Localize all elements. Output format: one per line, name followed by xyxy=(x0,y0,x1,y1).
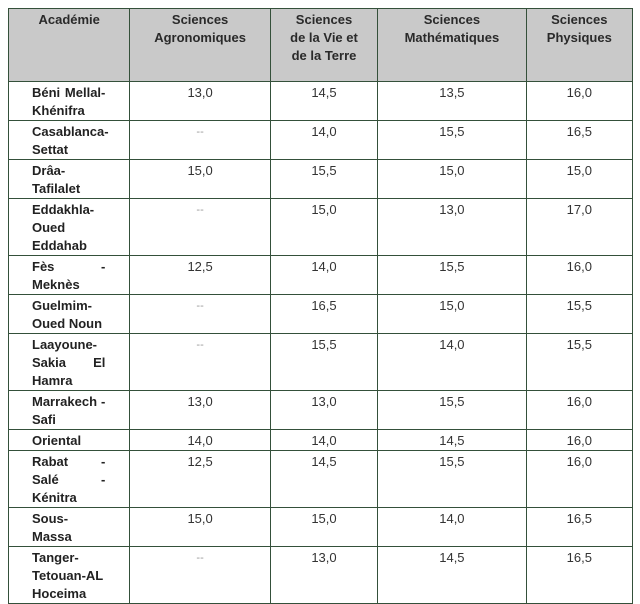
score-cell-sciences-physiques: 16,5 xyxy=(526,121,632,160)
score-cell-sciences-mathematiques: 13,0 xyxy=(378,199,526,256)
score-cell-sciences-physiques: 15,5 xyxy=(526,295,632,334)
table-row xyxy=(9,547,633,604)
academie-cell: Fès - Meknès xyxy=(9,256,130,295)
score-cell-sciences-physiques: 16,0 xyxy=(526,391,632,430)
score-cell-sciences-agronomiques: 12,5 xyxy=(130,256,270,295)
table-row xyxy=(9,295,633,334)
column-header-sciences-vie-terre: Sciences de la Vie et de la Terre xyxy=(270,9,377,82)
score-cell-sciences-physiques: 16,0 xyxy=(526,82,632,121)
academie-cell: Oriental xyxy=(9,430,130,451)
table-row xyxy=(9,199,633,256)
academie-cell: Rabat - Salé - Kénitra xyxy=(9,451,130,508)
score-cell-sciences-mathematiques: 14,5 xyxy=(378,430,526,451)
academie-cell: Marrakech - Safi xyxy=(9,391,130,430)
thresholds-table xyxy=(8,8,633,604)
table-row xyxy=(9,391,633,430)
score-cell-sciences-vie-terre: 15,0 xyxy=(270,508,377,547)
score-cell-sciences-vie-terre: 15,0 xyxy=(270,199,377,256)
table-row xyxy=(9,82,633,121)
score-cell-sciences-vie-terre: 13,0 xyxy=(270,547,377,604)
column-header-academie: Académie xyxy=(9,9,130,82)
score-cell-sciences-agronomiques: 13,0 xyxy=(130,82,270,121)
table-row xyxy=(9,334,633,391)
score-cell-sciences-physiques: 17,0 xyxy=(526,199,632,256)
score-cell-sciences-mathematiques: 15,5 xyxy=(378,451,526,508)
score-cell-sciences-agronomiques: 15,0 xyxy=(130,160,270,199)
score-cell-sciences-physiques: 16,0 xyxy=(526,256,632,295)
score-cell-sciences-mathematiques: 15,5 xyxy=(378,391,526,430)
table-row xyxy=(9,451,633,508)
column-header-sciences-agronomiques: Sciences Agronomiques xyxy=(130,9,270,82)
score-cell-sciences-vie-terre: 15,5 xyxy=(270,160,377,199)
score-cell-sciences-vie-terre: 15,5 xyxy=(270,334,377,391)
score-cell-sciences-vie-terre: 14,0 xyxy=(270,430,377,451)
score-cell-sciences-mathematiques: 14,5 xyxy=(378,547,526,604)
score-cell-sciences-agronomiques: -- xyxy=(130,334,270,391)
table-row xyxy=(9,160,633,199)
score-cell-sciences-mathematiques: 15,5 xyxy=(378,256,526,295)
table-row xyxy=(9,121,633,160)
score-cell-sciences-physiques: 16,5 xyxy=(526,547,632,604)
score-cell-sciences-mathematiques: 15,0 xyxy=(378,160,526,199)
score-cell-sciences-agronomiques: 15,0 xyxy=(130,508,270,547)
academie-cell: Eddakhla-Oued Eddahab xyxy=(9,199,130,256)
score-cell-sciences-mathematiques: 13,5 xyxy=(378,82,526,121)
header-row xyxy=(9,9,633,82)
score-cell-sciences-agronomiques: -- xyxy=(130,199,270,256)
score-cell-sciences-physiques: 15,0 xyxy=(526,160,632,199)
score-cell-sciences-vie-terre: 14,0 xyxy=(270,121,377,160)
column-header-sciences-physiques: Sciences Physiques xyxy=(526,9,632,82)
score-cell-sciences-mathematiques: 15,5 xyxy=(378,121,526,160)
score-cell-sciences-agronomiques: -- xyxy=(130,295,270,334)
score-cell-sciences-physiques: 16,5 xyxy=(526,508,632,547)
academie-cell: Guelmim-Oued Noun xyxy=(9,295,130,334)
score-cell-sciences-vie-terre: 14,5 xyxy=(270,451,377,508)
score-cell-sciences-mathematiques: 14,0 xyxy=(378,508,526,547)
academie-cell: Sous-Massa xyxy=(9,508,130,547)
score-cell-sciences-agronomiques: 14,0 xyxy=(130,430,270,451)
score-cell-sciences-agronomiques: 12,5 xyxy=(130,451,270,508)
academie-cell: Casablanca-Settat xyxy=(9,121,130,160)
score-cell-sciences-physiques: 15,5 xyxy=(526,334,632,391)
table-row xyxy=(9,256,633,295)
score-cell-sciences-agronomiques: -- xyxy=(130,121,270,160)
academie-cell: Tanger-Tetouan-AL Hoceima xyxy=(9,547,130,604)
academie-cell: Laayoune-Sakia El Hamra xyxy=(9,334,130,391)
table-row xyxy=(9,430,633,451)
academie-cell: Drâa-Tafilalet xyxy=(9,160,130,199)
score-cell-sciences-mathematiques: 14,0 xyxy=(378,334,526,391)
score-cell-sciences-vie-terre: 13,0 xyxy=(270,391,377,430)
score-cell-sciences-agronomiques: -- xyxy=(130,547,270,604)
score-cell-sciences-vie-terre: 16,5 xyxy=(270,295,377,334)
score-cell-sciences-physiques: 16,0 xyxy=(526,430,632,451)
score-cell-sciences-vie-terre: 14,0 xyxy=(270,256,377,295)
table-row xyxy=(9,508,633,547)
score-cell-sciences-mathematiques: 15,0 xyxy=(378,295,526,334)
column-header-sciences-mathematiques: Sciences Mathématiques xyxy=(378,9,526,82)
score-cell-sciences-agronomiques: 13,0 xyxy=(130,391,270,430)
score-cell-sciences-physiques: 16,0 xyxy=(526,451,632,508)
score-cell-sciences-vie-terre: 14,5 xyxy=(270,82,377,121)
academie-cell: Béni Mellal-Khénifra xyxy=(9,82,130,121)
